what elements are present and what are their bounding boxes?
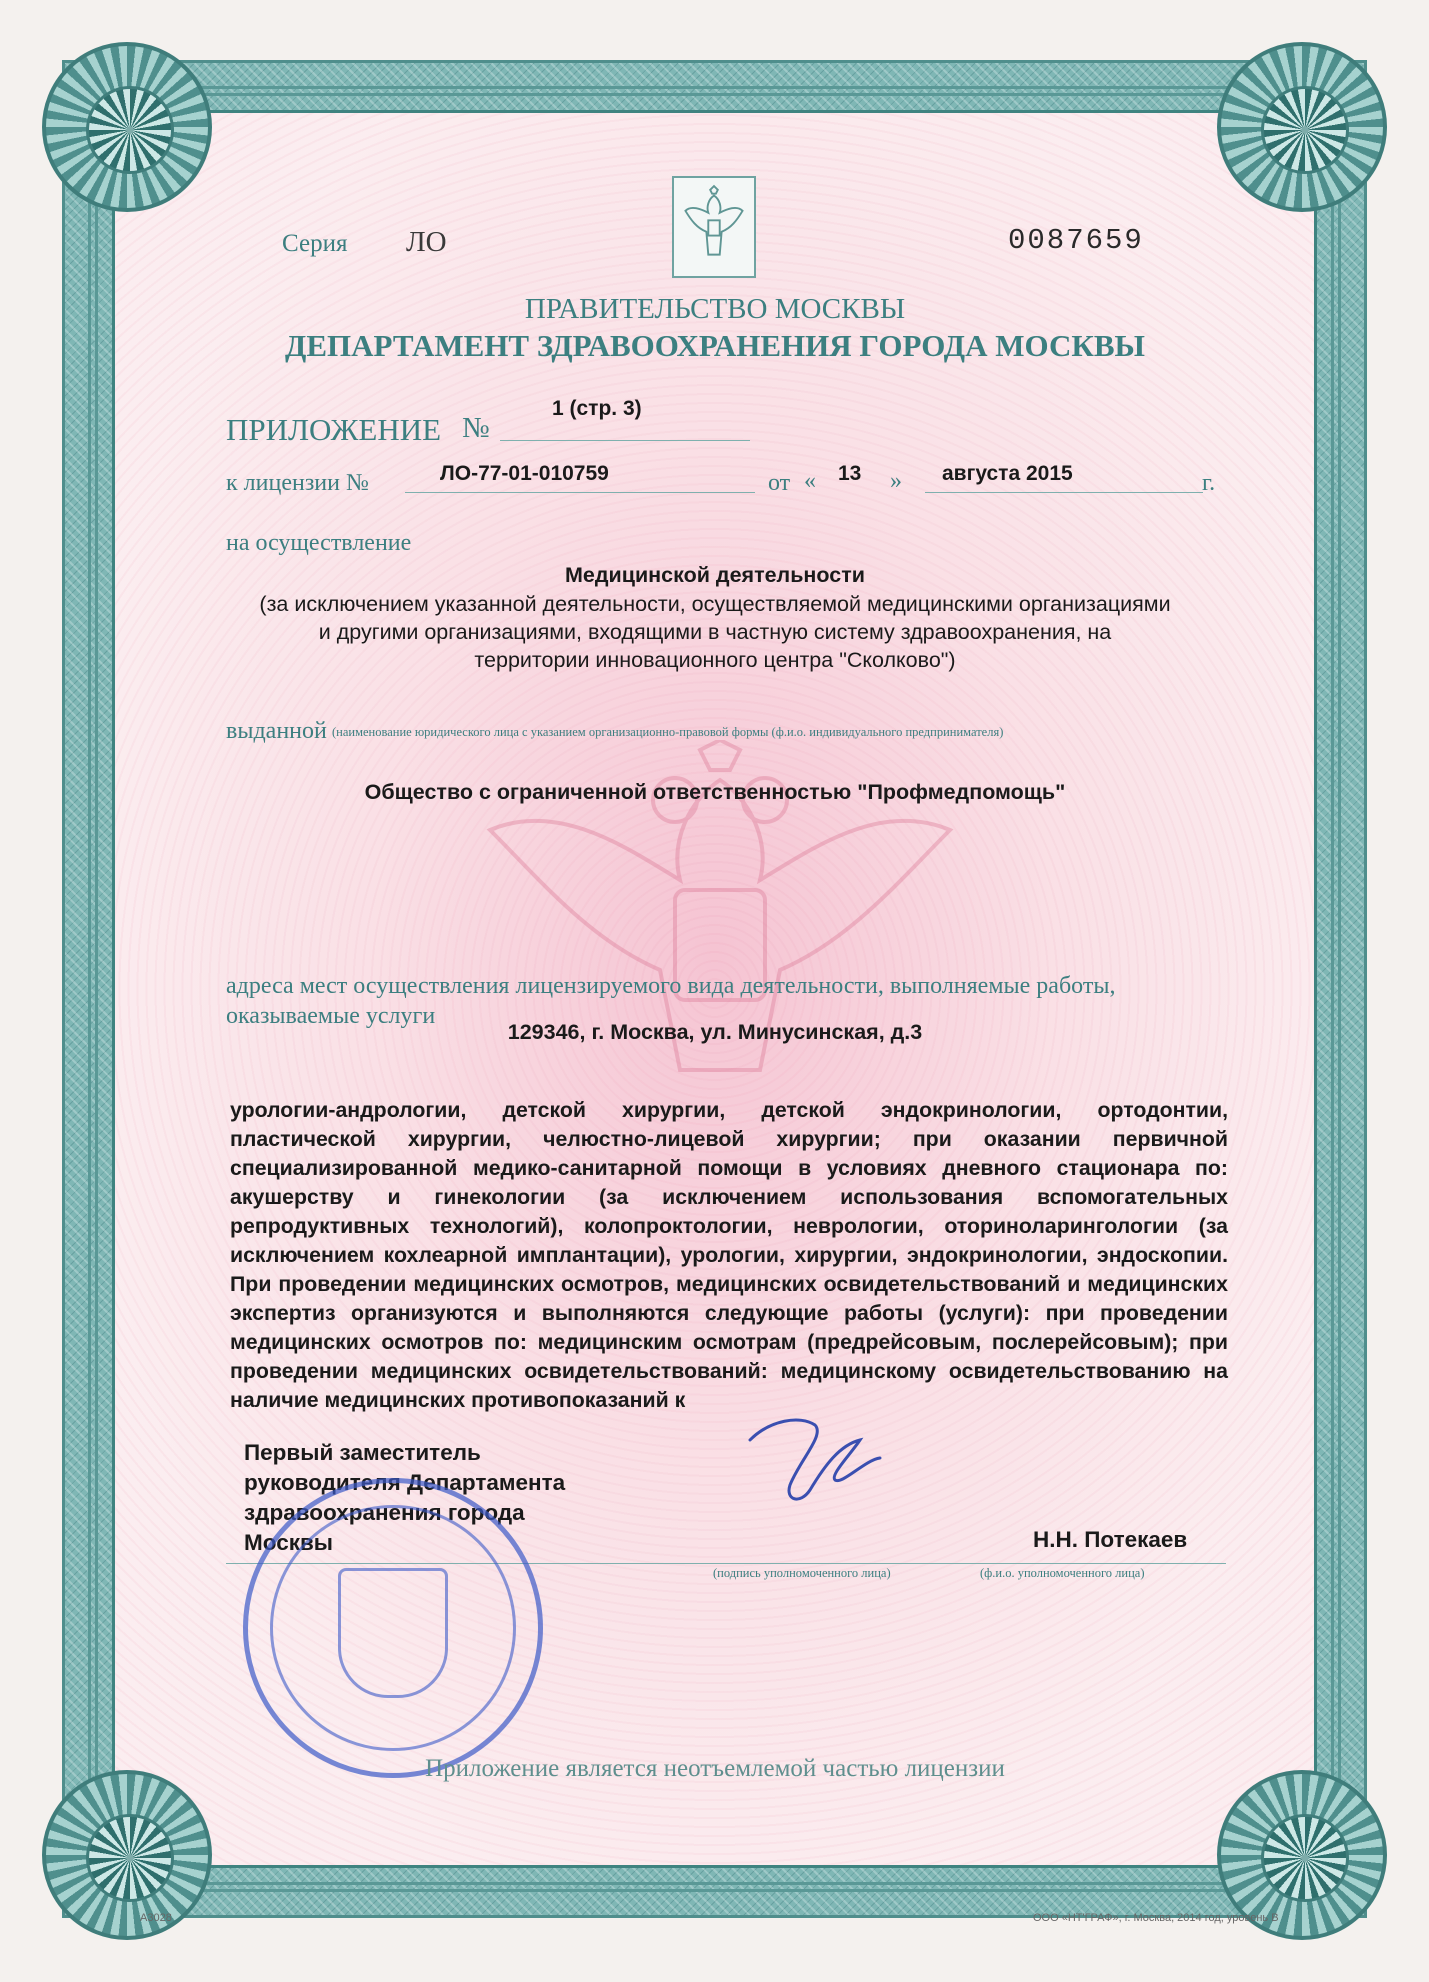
license-label: к лицензии № [226,470,369,496]
activity-line-2: и другими организациями, входящими в частную систему здравоохранения, на [318,620,1112,644]
license-date-line [925,492,1203,493]
license-month-year: августа 2015 [942,462,1073,485]
appendix-number-value: 1 (стр. 3) [552,397,642,420]
signatory-line-4: Москвы [244,1530,334,1555]
series-code: ЛО [406,226,447,258]
issued-hint: (наименование юридического лица с указанием организационно-правовой формы (ф.и.о. индивидуального предпринимателя) [332,725,1004,739]
quote-open: « [804,468,816,494]
appendix-number-sign: № [462,412,490,444]
license-from-label: от [768,470,791,496]
serial-number: 0087659 [1008,224,1144,257]
activity-line-3: территории инновационного центра "Сколково") [474,648,956,672]
appendix-label: ПРИЛОЖЕНИЕ [226,412,442,447]
signatory-line-2: руководителя Департамента [244,1470,566,1495]
corner-rosette-icon [42,42,212,212]
signature-hint: (подпись уполномоченного лица) [713,1566,891,1580]
official-stamp-icon [243,1478,543,1778]
corner-rosette-icon [42,1770,212,1940]
series-label: Серия [282,230,348,257]
address-label-line-1: адреса мест осуществления лицензируемого вида деятельности, выполняемые работы, [226,973,1116,999]
address-label-line-2: оказываемые услуги [226,1003,436,1029]
activity-label: на осуществление [226,530,412,556]
department-title: ДЕПАРТАМЕНТ ЗДРАВООХРАНЕНИЯ ГОРОДА МОСКВЫ [285,328,1145,363]
quote-close: » [890,468,902,494]
corner-rosette-icon [1217,42,1387,212]
license-year-suffix: г. [1202,470,1216,496]
license-day: 13 [838,462,862,485]
appendix-number-line [500,440,750,441]
form-code: А3028 [140,1912,172,1924]
activity-title: Медицинской деятельности [565,563,865,587]
issued-organization: Общество с ограниченной ответственностью "Профмедпомощь" [364,780,1066,804]
signature-icon [730,1400,890,1520]
issued-label: выданной [226,718,327,744]
license-number: ЛО-77-01-010759 [440,462,609,485]
signatory-line-1: Первый заместитель [244,1440,481,1465]
services-text: урологии-андрологии, детской хирургии, детской эндокринологии, ортодонтии, пластической хирургии, челюстно-лицевой хирургии; при оказании первичной специализированной медико-санитарной помощи в условиях дневного стационара по: акушерству и гинекологии (за исключением использования вспомогательных репродуктивных технологий), колопроктологии, неврологии, оториноларингологии (за исключением кохлеарной имплантации), урологии, хирургии, эндокринологии, эндоскопии. При проведении медицинских осмотров, медицинских освидетельствований и медицинских экспертиз организуются и выполняются следующие работы (услуги): при проведении медицинских осмотров по: медицинским осмотрам (предрейсовым, послерейсовым); при проведении медицинских освидетельствований: медицинскому освидетельствованию на наличие медицинских противопоказаний к [230,1098,1228,1413]
name-hint: (ф.и.о. уполномоченного лица) [980,1566,1145,1580]
printer-info: ООО «НТ'ГРАФ», г. Москва, 2014 год, уровень В [1033,1912,1279,1924]
license-number-line [405,492,755,493]
government-title: ПРАВИТЕЛЬСТВО МОСКВЫ [524,293,906,325]
signatory-line-3: здравоохранения города [244,1500,525,1525]
footer-note: Приложение является неотъемлемой частью лицензии [425,1755,1005,1782]
signatory-name: Н.Н. Потекаев [1033,1527,1188,1552]
address-value: 129346, г. Москва, ул. Минусинская, д.3 [507,1020,923,1044]
coat-of-arms-icon [672,176,756,278]
activity-line-1: (за исключением указанной деятельности, осуществляемой медицинскими организациями [259,592,1171,616]
